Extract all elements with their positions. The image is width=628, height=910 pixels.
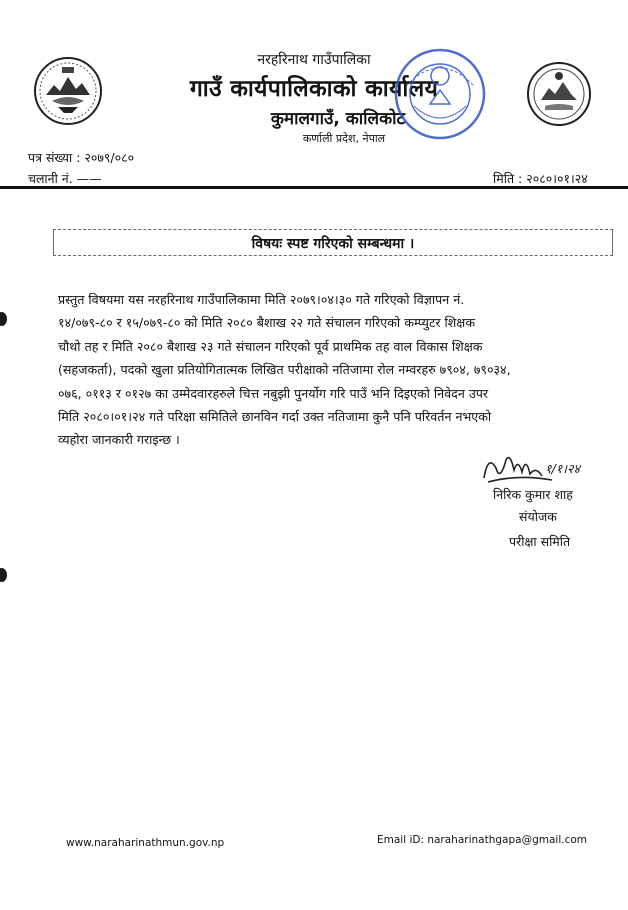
body-line: ०७६, ०११३ र ०१२७ का उम्मेदवारहरुले चित्त नबुझी पुनर्योग गरि पाउँ भनि दिइएको निवेदन उपर bbox=[58, 385, 489, 401]
header-divider bbox=[0, 186, 628, 189]
body-line: १४/०७९-८० र १५/०७९-८० को मिति २०८० बैशाख २२ गते संचालन गरिएको कम्प्युटर शिक्षक bbox=[58, 315, 476, 331]
office-address: कुमालगाउँ, कालिकोट bbox=[270, 109, 406, 129]
letter-date: मिति : २०८०।०१।२४ bbox=[493, 171, 588, 186]
body-line: प्रस्तुत विषयमा यस नरहरिनाथ गाउँपालिकामा मिति २०७९।०४।३० गते गरिएको विज्ञापन नं. bbox=[58, 292, 465, 307]
office-title: गाउँ कार्यपालिकाको कार्यालय bbox=[189, 76, 439, 102]
signature-date: १/१।२४ bbox=[545, 461, 580, 476]
punch-hole-top bbox=[0, 312, 7, 326]
body-line: चौथो तह र मिति २०८० बैशाख २३ गते संचालन गरिएको पूर्व प्राथमिक तह वाल विकास शिक्षक bbox=[58, 338, 483, 354]
committee-name: परीक्षा समिति bbox=[509, 534, 571, 549]
province-line: कर्णाली प्रदेश, नेपाल bbox=[302, 132, 386, 145]
subject-box bbox=[53, 229, 613, 256]
punch-hole-bottom bbox=[0, 568, 7, 582]
body-line: (सहजकर्ता), पदको खुला प्रतियोगितात्मक लिखित परीक्षाको नतिजामा रोल नम्वरहरु ७९०४, ७९०३४, bbox=[58, 362, 511, 378]
letter-number: पत्र संख्या : २०७९/०८० bbox=[28, 150, 135, 165]
body-paragraph bbox=[58, 288, 608, 452]
municipality-name: नरहरिनाथ गाउँपालिका bbox=[257, 52, 371, 68]
dispatch-number: चलानी नं. —— bbox=[28, 171, 102, 186]
office-seal-stamp bbox=[392, 46, 488, 142]
body-line: व्यहोरा जानकारी गराइन्छ । bbox=[58, 432, 180, 448]
footer-website: www.naraharinathmun.gov.np bbox=[66, 837, 225, 849]
body-line: मिति २०८०।०१।२४ गते परिक्षा समितिले छानविन गर्दा उक्त नतिजामा कुनै पनि परिवर्तन नभएको bbox=[58, 409, 492, 425]
signatory-name: निरिक कुमार शाह bbox=[493, 487, 573, 502]
subject-line: विषयः स्पष्ट गरिएको सम्बन्धमा । bbox=[251, 236, 415, 252]
footer-email: Email iD: naraharinathgapa@gmail.com bbox=[377, 834, 587, 846]
signatory-designation: संयोजक bbox=[519, 509, 557, 524]
